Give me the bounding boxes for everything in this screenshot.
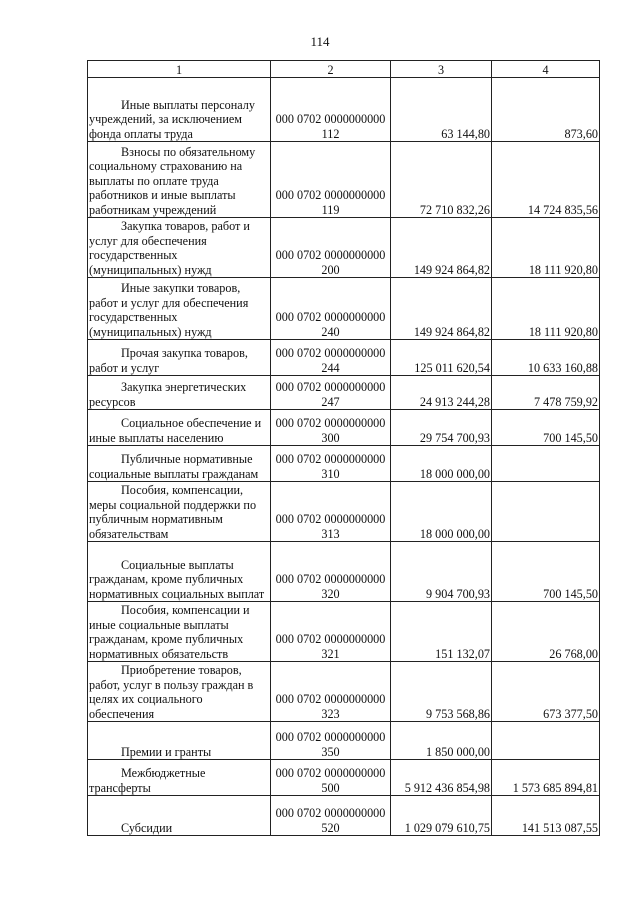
row-value-col4: 26 768,00 xyxy=(492,602,600,662)
row-value-col4: 1 573 685 894,81 xyxy=(492,760,600,796)
row-name: Пособия, компенсации и иные социальные выплаты гражданам, кроме публичных нормативных обязательств xyxy=(89,603,250,661)
row-code-suffix: 119 xyxy=(321,202,340,217)
row-code-cell xyxy=(271,142,391,218)
row-name-cell xyxy=(88,142,271,218)
row-code-suffix: 310 xyxy=(321,466,340,481)
row-name-cell xyxy=(88,542,271,602)
row-code-cell xyxy=(271,482,391,542)
row-code-prefix: 000 0702 0000000000 xyxy=(275,766,386,781)
row-name-cell xyxy=(88,376,271,410)
row-code-cell xyxy=(271,760,391,796)
row-code-prefix: 000 0702 0000000000 xyxy=(275,346,386,361)
row-name: Иные выплаты персоналу учреждений, за исключением фонда оплаты труда xyxy=(89,97,255,141)
row-code-cell xyxy=(271,376,391,410)
header-col-4: 4 xyxy=(492,61,600,78)
table-row xyxy=(88,482,600,542)
row-name-cell xyxy=(88,722,271,760)
table-row xyxy=(88,760,600,796)
row-code-prefix: 000 0702 0000000000 xyxy=(275,310,386,325)
row-code-prefix: 000 0702 0000000000 xyxy=(275,572,386,587)
row-name-cell xyxy=(88,340,271,376)
row-code-prefix: 000 0702 0000000000 xyxy=(275,806,386,821)
row-name-cell xyxy=(88,78,271,142)
row-value-col4: 18 111 920,80 xyxy=(492,218,600,278)
budget-table xyxy=(87,60,600,836)
row-name: Закупка товаров, работ и услуг для обеспечения государственных (муниципальных) нужд xyxy=(89,219,250,277)
row-code-prefix: 000 0702 0000000000 xyxy=(275,416,386,431)
row-code-cell xyxy=(271,446,391,482)
row-value-col3: 18 000 000,00 xyxy=(391,446,492,482)
row-code-prefix: 000 0702 0000000000 xyxy=(275,692,386,707)
table-row xyxy=(88,410,600,446)
row-value-col4: 873,60 xyxy=(492,78,600,142)
row-name: Прочая закупка товаров, работ и услуг xyxy=(89,346,248,375)
row-code-suffix: 520 xyxy=(321,820,340,835)
row-code-prefix: 000 0702 0000000000 xyxy=(275,380,386,395)
row-name: Социальное обеспечение и иные выплаты населению xyxy=(89,416,262,445)
row-code-suffix: 244 xyxy=(321,360,340,375)
row-code-cell xyxy=(271,602,391,662)
row-code-suffix: 500 xyxy=(321,780,340,795)
header-col-3: 3 xyxy=(391,61,492,78)
row-code-cell xyxy=(271,78,391,142)
row-code-prefix: 000 0702 0000000000 xyxy=(275,632,386,647)
row-value-col3: 9 753 568,86 xyxy=(391,662,492,722)
row-name-cell xyxy=(88,482,271,542)
row-value-col4: 700 145,50 xyxy=(492,542,600,602)
row-name-cell xyxy=(88,218,271,278)
header-col-1: 1 xyxy=(88,61,271,78)
row-code-prefix: 000 0702 0000000000 xyxy=(275,112,386,127)
row-value-col3: 24 913 244,28 xyxy=(391,376,492,410)
row-name-cell xyxy=(88,602,271,662)
table-header-row xyxy=(88,61,600,78)
row-code-suffix: 247 xyxy=(321,394,340,409)
row-code-suffix: 313 xyxy=(321,526,340,541)
row-value-col4 xyxy=(492,446,600,482)
row-value-col4: 700 145,50 xyxy=(492,410,600,446)
row-name-cell xyxy=(88,760,271,796)
row-value-col4: 14 724 835,56 xyxy=(492,142,600,218)
row-name: Субсидии xyxy=(121,820,173,835)
row-value-col4: 18 111 920,80 xyxy=(492,278,600,340)
table-row xyxy=(88,78,600,142)
table-row xyxy=(88,376,600,410)
row-value-col4 xyxy=(492,482,600,542)
row-code-cell xyxy=(271,796,391,836)
row-code-suffix: 200 xyxy=(321,262,340,277)
row-name-cell xyxy=(88,796,271,836)
row-value-col3: 5 912 436 854,98 xyxy=(391,760,492,796)
row-code-cell xyxy=(271,722,391,760)
row-name: Приобретение товаров, работ, услуг в пользу граждан в целях их социального обеспечения xyxy=(89,663,254,721)
row-value-col4 xyxy=(492,722,600,760)
row-value-col4: 7 478 759,92 xyxy=(492,376,600,410)
row-code-cell xyxy=(271,340,391,376)
row-code-cell xyxy=(271,662,391,722)
row-value-col3: 149 924 864,82 xyxy=(391,278,492,340)
table-row xyxy=(88,662,600,722)
row-name: Межбюджетные трансферты xyxy=(89,766,206,795)
row-code-prefix: 000 0702 0000000000 xyxy=(275,248,386,263)
row-value-col3: 9 904 700,93 xyxy=(391,542,492,602)
table-row xyxy=(88,602,600,662)
row-code-suffix: 350 xyxy=(321,744,340,759)
table-row xyxy=(88,218,600,278)
table-row xyxy=(88,446,600,482)
table-row xyxy=(88,796,600,836)
row-value-col4: 10 633 160,88 xyxy=(492,340,600,376)
row-code-prefix: 000 0702 0000000000 xyxy=(275,730,386,745)
row-code-suffix: 240 xyxy=(321,324,340,339)
row-code-suffix: 323 xyxy=(321,706,340,721)
row-value-col3: 125 011 620,54 xyxy=(391,340,492,376)
row-value-col3: 72 710 832,26 xyxy=(391,142,492,218)
row-name-cell xyxy=(88,446,271,482)
row-value-col3: 1 850 000,00 xyxy=(391,722,492,760)
row-code-suffix: 320 xyxy=(321,586,340,601)
table-row xyxy=(88,142,600,218)
row-name: Социальные выплаты гражданам, кроме публичных нормативных социальных выплат xyxy=(89,557,265,601)
table-row xyxy=(88,340,600,376)
row-value-col4: 673 377,50 xyxy=(492,662,600,722)
header-col-2: 2 xyxy=(271,61,391,78)
row-name-cell xyxy=(88,662,271,722)
row-code-suffix: 300 xyxy=(321,430,340,445)
row-name-cell xyxy=(88,410,271,446)
row-value-col4: 141 513 087,55 xyxy=(492,796,600,836)
row-code-suffix: 112 xyxy=(321,126,340,141)
table-row xyxy=(88,278,600,340)
table-body xyxy=(88,78,600,836)
row-code-cell xyxy=(271,218,391,278)
page-number: 114 xyxy=(310,34,330,49)
row-value-col3: 18 000 000,00 xyxy=(391,482,492,542)
row-value-col3: 29 754 700,93 xyxy=(391,410,492,446)
row-code-prefix: 000 0702 0000000000 xyxy=(275,512,386,527)
row-name: Закупка энергетических ресурсов xyxy=(89,380,247,409)
row-name: Публичные нормативные социальные выплаты гражданам xyxy=(89,452,259,481)
row-code-prefix: 000 0702 0000000000 xyxy=(275,188,386,203)
row-code-cell xyxy=(271,278,391,340)
row-name: Премии и гранты xyxy=(121,744,212,759)
row-code-suffix: 321 xyxy=(321,646,340,661)
row-value-col3: 63 144,80 xyxy=(391,78,492,142)
row-value-col3: 149 924 864,82 xyxy=(391,218,492,278)
row-code-cell xyxy=(271,542,391,602)
row-code-cell xyxy=(271,410,391,446)
row-code-prefix: 000 0702 0000000000 xyxy=(275,452,386,467)
row-name: Пособия, компенсации, меры социальной поддержки по публичным нормативным обязательствам xyxy=(89,483,257,541)
table-row xyxy=(88,722,600,760)
row-value-col3: 151 132,07 xyxy=(391,602,492,662)
row-value-col3: 1 029 079 610,75 xyxy=(391,796,492,836)
row-name: Иные закупки товаров, работ и услуг для обеспечения государственных (муниципальных) нужд xyxy=(89,281,249,339)
row-name: Взносы по обязательному социальному страхованию на выплаты по оплате труда работников и иные выплаты работникам учреждений xyxy=(89,144,256,217)
table-row xyxy=(88,542,600,602)
row-name-cell xyxy=(88,278,271,340)
